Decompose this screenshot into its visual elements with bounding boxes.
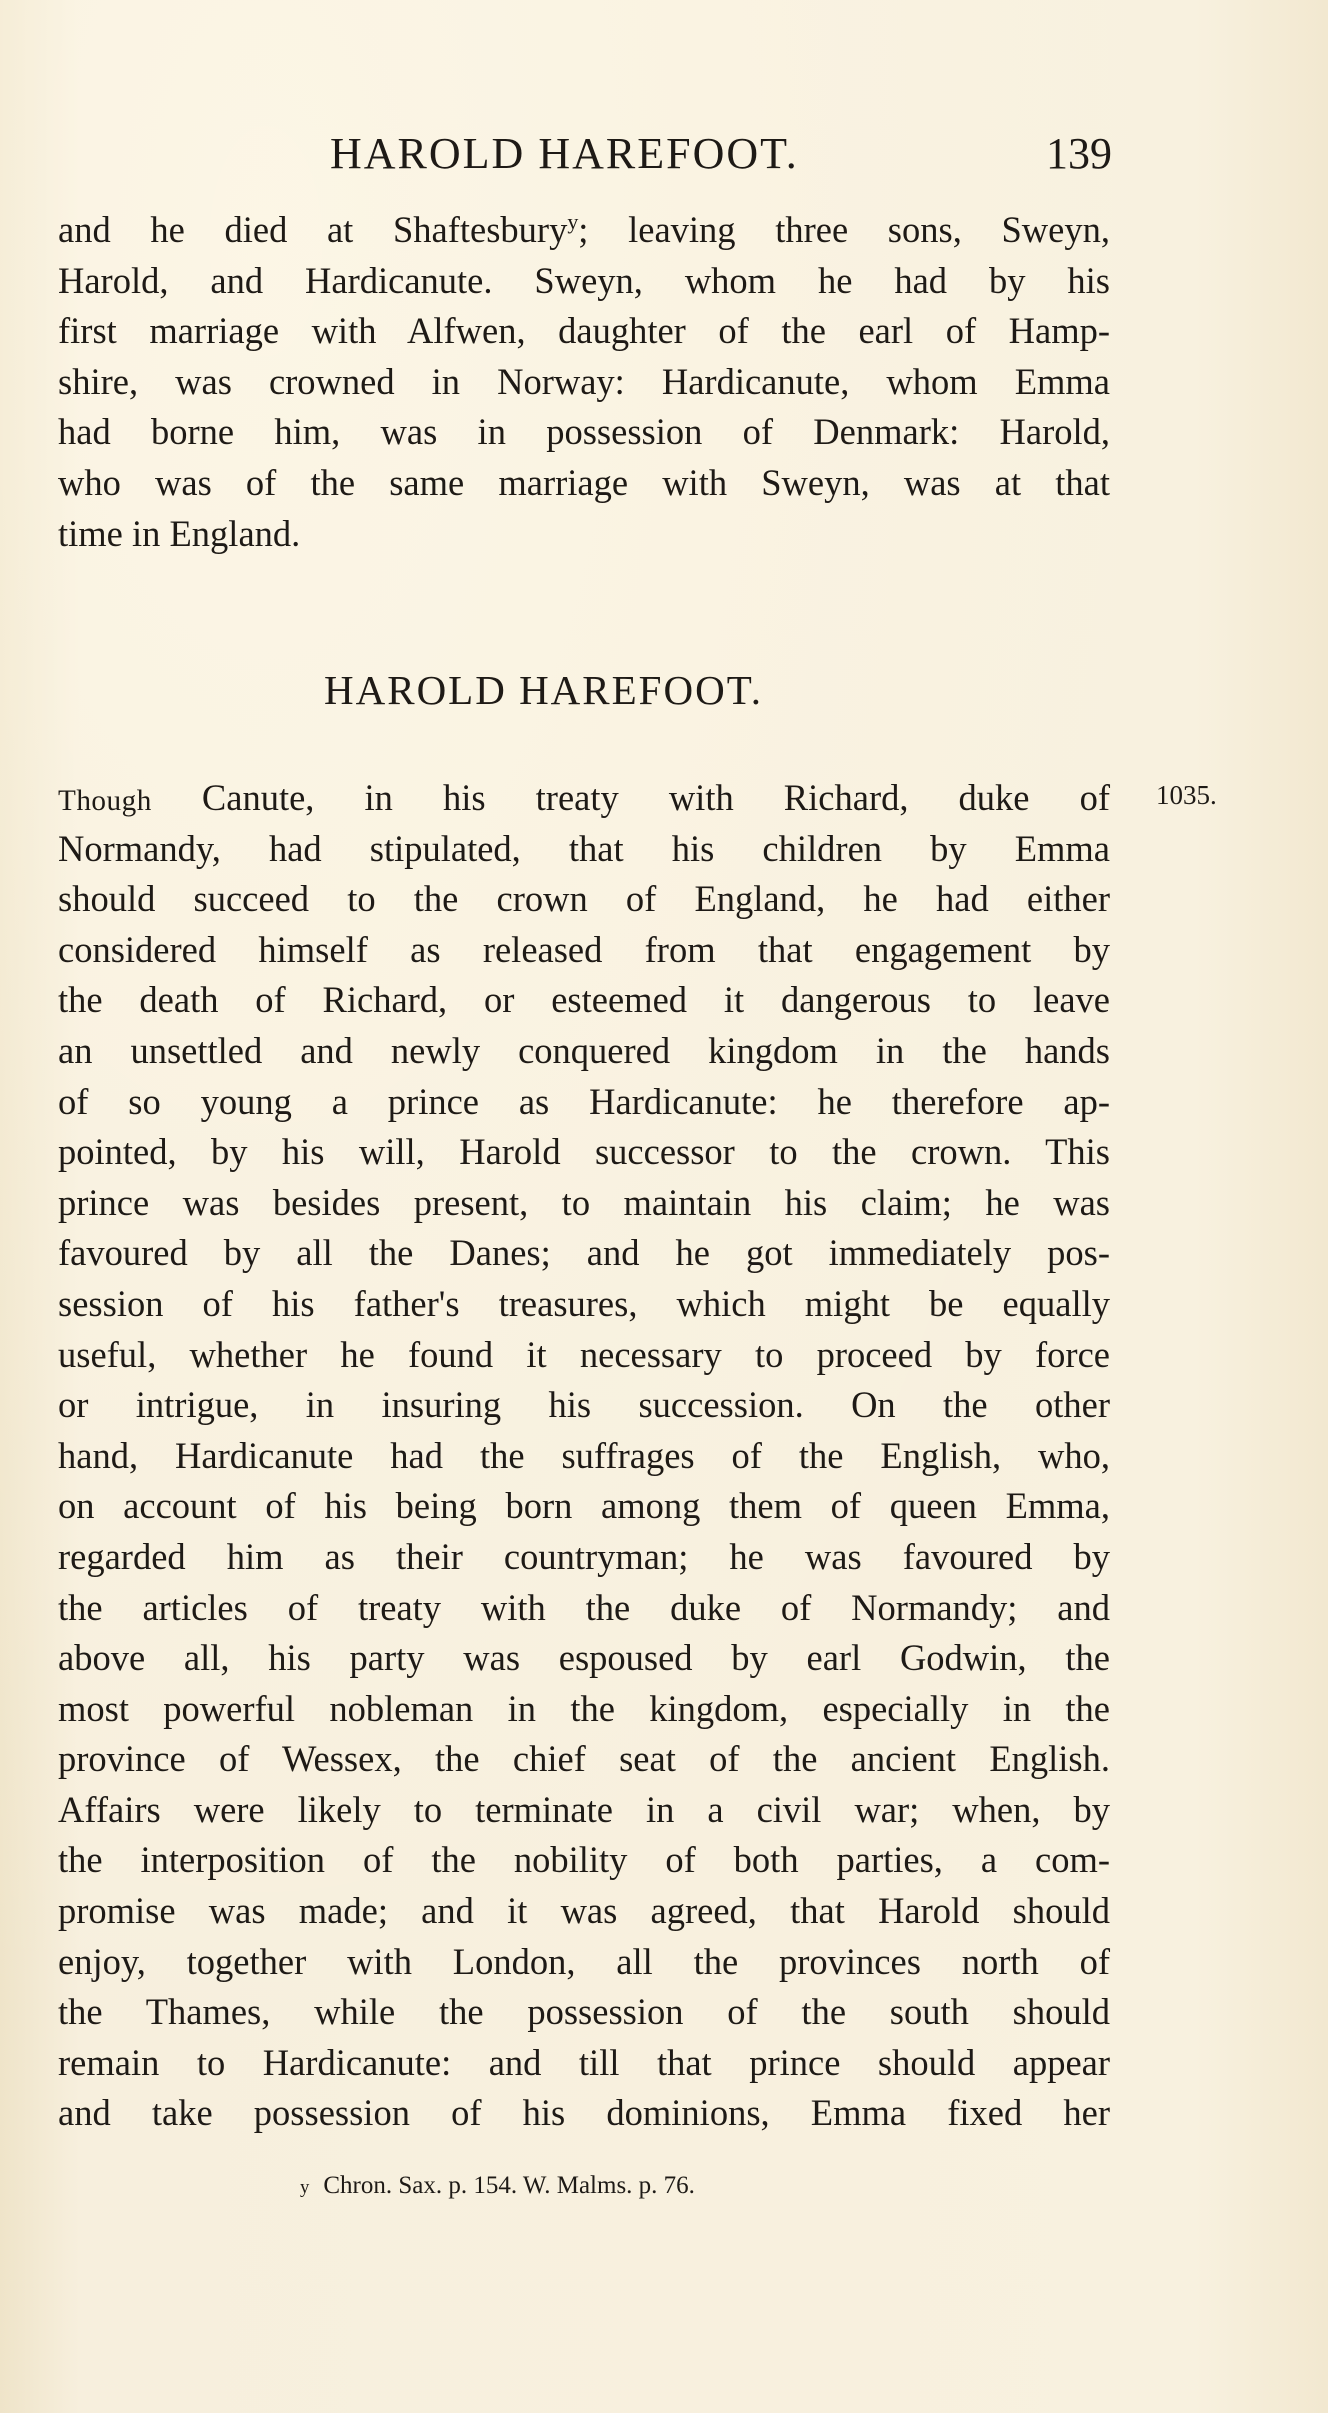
- text-line: Affairs were likely to terminate in a civil war; when, by: [58, 1788, 1110, 1830]
- text-line: [58, 205, 1110, 256]
- text-line: should succeed to the crown of England, he had either: [58, 878, 1110, 920]
- text-line: who was of the same marriage with Sweyn, was at that: [58, 461, 1110, 503]
- text-line: above all, his party was espoused by earl Godwin, the: [58, 1637, 1110, 1679]
- text-line: an unsettled and newly conquered kingdom in the hands: [58, 1029, 1110, 1071]
- text-line: favoured by all the Danes; and he got immediately pos-: [58, 1232, 1110, 1274]
- text-line-rest: ; leaving three sons, Sweyn,: [578, 209, 1110, 250]
- footnote-text: Chron. Sax. p. 154. W. Malms. p. 76.: [323, 2172, 695, 2199]
- paragraph-previous-section: [58, 205, 1110, 559]
- text-line: regarded him as their countryman; he was favoured by: [58, 1535, 1110, 1577]
- text-line: most powerful nobleman in the kingdom, especially in the: [58, 1687, 1110, 1729]
- text-line: pointed, by his will, Harold successor to the crown. This: [58, 1131, 1110, 1173]
- text-line: on account of his being born among them of queen Emma,: [58, 1485, 1110, 1527]
- text-line: remain to Hardicanute: and till that prince should appear: [58, 2041, 1110, 2083]
- running-head-title: HAROLD HAREFOOT.: [330, 129, 799, 178]
- text-line: hand, Hardicanute had the suffrages of the English, who,: [58, 1434, 1110, 1476]
- text-line: prince was besides present, to maintain his claim; he was: [58, 1181, 1110, 1223]
- text-line-start: and he died at Shaftesbury: [58, 209, 568, 250]
- text-line: or intrigue, in insuring his succession. On the other: [58, 1384, 1110, 1426]
- text-line: useful, whether he found it necessary to proceed by force: [58, 1333, 1110, 1375]
- text-line: [58, 773, 1110, 824]
- text-line: enjoy, together with London, all the provinces north of: [58, 1940, 1110, 1982]
- text-line: the articles of treaty with the duke of Normandy; and: [58, 1586, 1110, 1628]
- text-line: province of Wessex, the chief seat of the ancient English.: [58, 1738, 1110, 1780]
- text-line: the Thames, while the possession of the south should: [58, 1991, 1110, 2033]
- text-line: considered himself as released from that engagement by: [58, 928, 1110, 970]
- text-line: and take possession of his dominions, Emma fixed her: [58, 2092, 1110, 2134]
- text-line: the interposition of the nobility of both parties, a com-: [58, 1839, 1110, 1881]
- page-number: 139: [1046, 129, 1112, 178]
- text-line: shire, was crowned in Norway: Hardicanute, whom Emma: [58, 360, 1110, 402]
- text-line: time in England.: [58, 512, 301, 554]
- text-line: first marriage with Alfwen, daughter of the earl of Hamp-: [58, 310, 1110, 352]
- text-line: Normandy, had stipulated, that his children by Emma: [58, 827, 1110, 869]
- text-line-rest: Canute, in his treaty with Richard, duke of: [151, 777, 1110, 818]
- footnote-mark: y: [300, 2177, 310, 2198]
- text-line: session of his father's treasures, which might be equally: [58, 1282, 1110, 1324]
- text-line: had borne him, was in possession of Denmark: Harold,: [58, 411, 1110, 453]
- paragraph-harold-harefoot: [58, 773, 1110, 2139]
- section-heading: HAROLD HAREFOOT.: [324, 667, 763, 713]
- footnote: [300, 2172, 695, 2200]
- margin-year-note: 1035.: [1156, 780, 1217, 810]
- text-line: promise was made; and it was agreed, that Harold should: [58, 1890, 1110, 1932]
- text-line: of so young a prince as Hardicanute: he therefore ap-: [58, 1080, 1110, 1122]
- text-line: Harold, and Hardicanute. Sweyn, whom he had by his: [58, 259, 1110, 301]
- footnote-reference: y: [567, 208, 579, 234]
- opening-word: Though: [58, 785, 152, 817]
- text-line: the death of Richard, or esteemed it dangerous to leave: [58, 979, 1110, 1021]
